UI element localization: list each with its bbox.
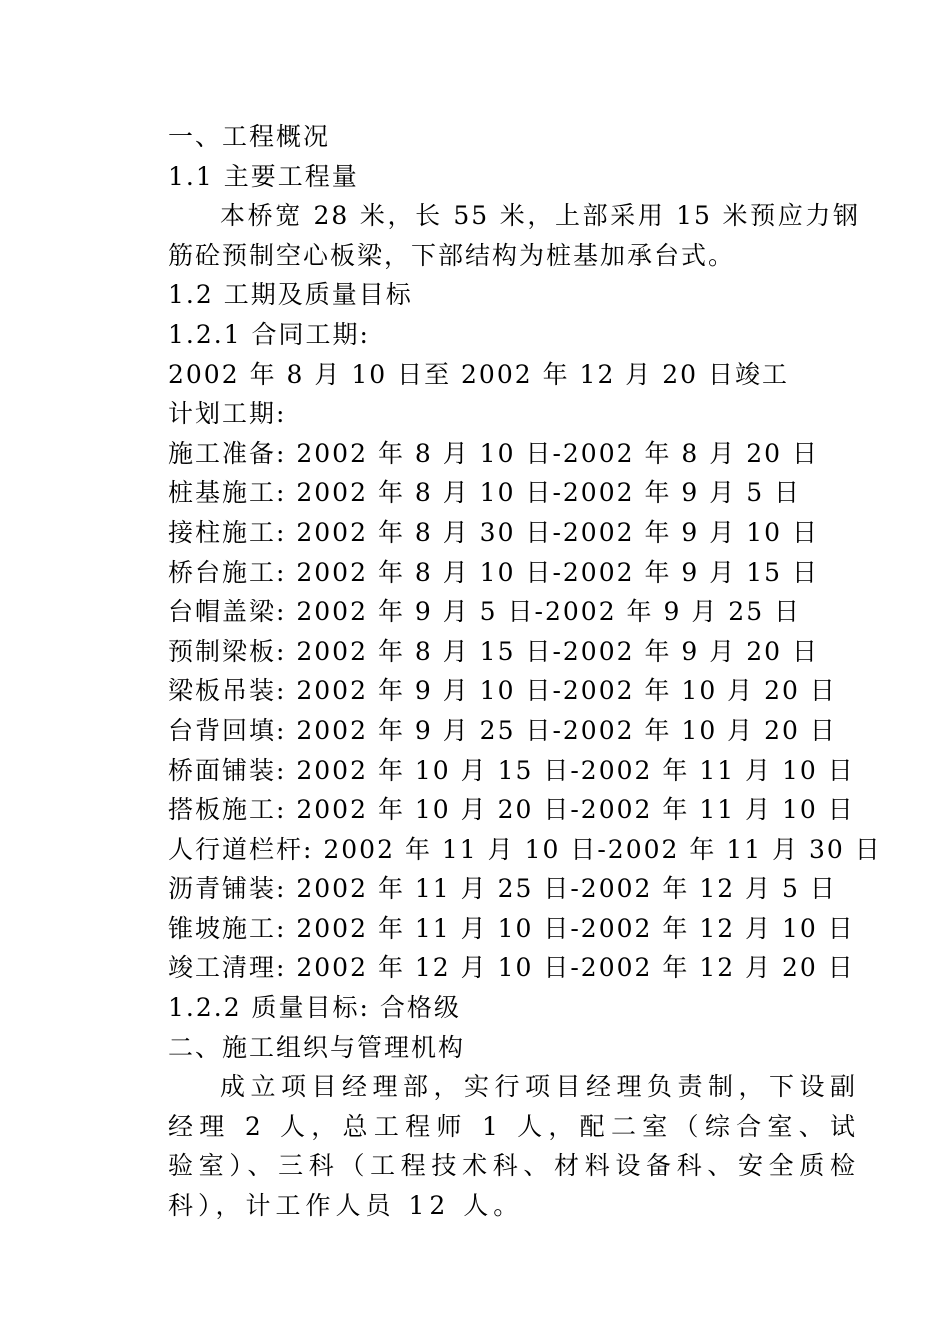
contract-period-text: 2002 年 8 月 10 日至 2002 年 12 月 20 日竣工 [168,359,790,389]
schedule-item: 人行道栏杆: 2002 年 11 月 10 日-2002 年 11 月 30 日 [168,834,882,864]
schedule-item: 施工准备: 2002 年 8 月 10 日-2002 年 8 月 20 日 [168,438,819,468]
schedule-item: 搭板施工: 2002 年 10 月 20 日-2002 年 11 月 10 日 [168,795,855,825]
heading-main-quantities: 1.1 主要工程量 [168,161,359,191]
schedule-item: 台背回填: 2002 年 9 月 25 日-2002 年 10 月 20 日 [168,715,837,745]
schedule-item: 桥面铺装: 2002 年 10 月 15 日-2002 年 11 月 10 日 [168,755,855,785]
plan-period-label: 计划工期: [168,399,287,429]
schedule-item: 梁板吊装: 2002 年 9 月 10 日-2002 年 10 月 20 日 [168,676,837,706]
schedule-item: 接柱施工: 2002 年 8 月 30 日-2002 年 9 月 10 日 [168,517,819,547]
heading-quality-target: 1.2.2 质量目标: 合格级 [168,993,461,1023]
schedule-item: 台帽盖梁: 2002 年 9 月 5 日-2002 年 9 月 25 日 [168,597,802,627]
heading-project-overview: 一、工程概况 [168,122,331,151]
paragraph-organization: 成立项目经理部，实行项目经理负责制，下设副经理 2 人，总工程师 1 人，配二室（综合室、试验室）、三科（工程技术科、材料设备科、安全质检科），计工作人员 12 人。 [168,1072,860,1221]
heading-contract-period: 1.2.1 合同工期: [168,319,370,349]
schedule-item: 竣工清理: 2002 年 12 月 10 日-2002 年 12 月 20 日 [168,953,855,983]
document-body [168,117,882,1226]
schedule-item: 桥台施工: 2002 年 8 月 10 日-2002 年 9 月 15 日 [168,557,819,587]
heading-schedule-quality: 1.2 工期及质量目标 [168,280,413,310]
schedule-item: 预制梁板: 2002 年 8 月 15 日-2002 年 9 月 20 日 [168,636,819,666]
paragraph-bridge-description: 本桥宽 28 米，长 55 米，上部采用 15 米预应力钢筋砼预制空心板梁，下部结构为桩基加承台式。 [168,201,860,270]
schedule-item: 锥坡施工: 2002 年 11 月 10 日-2002 年 12 月 10 日 [168,913,855,943]
schedule-item: 沥青铺装: 2002 年 11 月 25 日-2002 年 12 月 5 日 [168,874,837,904]
heading-organization: 二、施工组织与管理机构 [168,1032,466,1062]
schedule-item: 桩基施工: 2002 年 8 月 10 日-2002 年 9 月 5 日 [168,478,802,508]
